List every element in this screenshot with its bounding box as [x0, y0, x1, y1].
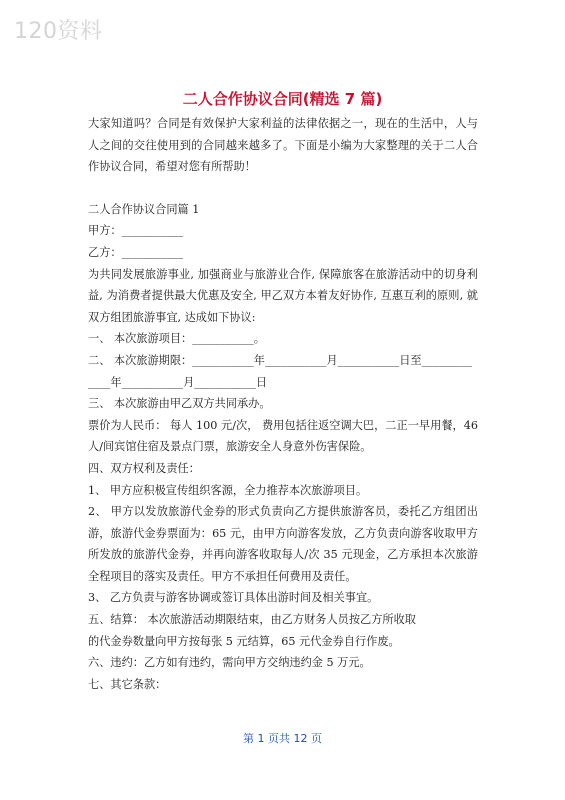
page-number-footer: 第 1 页共 12 页 [243, 732, 322, 745]
clause-4-sub-1: 1、 甲方应积极宣传组织客源，全力推荐本次旅游项目。 [88, 483, 368, 497]
document-title: 二人合作协议合同(精选 7 篇) [182, 90, 383, 108]
paragraph-gap [88, 178, 478, 199]
intro-paragraph: 大家知道吗？合同是有效保护大家利益的法律依据之一，现在的生活中，人与人之间的交往使用到的合同越来越多了。下面是小编为大家整理的关于二人合作协议合同，希望对您有所帮助！ [88, 117, 478, 174]
party-a-line: 甲方：___________ [88, 224, 184, 238]
party-b-line: 乙方：___________ [88, 245, 184, 259]
watermark-logo: 120资料 [14, 19, 103, 44]
clause-1: 一、 本次旅游项目：___________。 [88, 332, 265, 346]
clause-4: 四、双方权利及责任： [88, 461, 200, 475]
clause-5-line-2: 的代金券数量向甲方按每张 5 元结算，65 元代金券自行作废。 [88, 634, 400, 648]
document-body [88, 113, 478, 695]
clause-7: 七、其它条款： [88, 677, 167, 691]
clause-5-line-1: 五、结算： 本次旅游活动期限结束，由乙方财务人员按乙方所收取 [88, 613, 416, 627]
clause-4-sub-3: 3、 乙方负责与游客协调或签订具体出游时间及相关事宜。 [88, 591, 379, 605]
clause-4-sub-2: 2、 甲方以发放旅游代金券的形式负责向乙方提供旅游客员，委托乙方组团出游，旅游代金券票面为：65 元，由甲方向游客发放，乙方负责向游客收取甲方所发放的旅游代金券，并再向游客收取每人/次 35 元现金，乙方承担本次旅游全程项目的落实及责任。甲方不承担任何费用及责任。 [88, 505, 478, 583]
agreement-preamble: 为共同发展旅游事业, 加强商业与旅游业合作, 保障旅客在旅游活动中的切身利益, 为消费者提供最大优惠及安全, 甲乙双方本着友好协作, 互惠互利的原则, 就双方组团旅游事宜, 达成如下协议: [88, 267, 478, 324]
price-paragraph: 票价为人民币： 每人 100 元/次， 费用包括往返空调大巴，二正一早用餐，46 人/间宾馆住宿及景点门票，旅游安全人身意外伤害保险。 [88, 418, 478, 454]
clause-2-line-1: 二、 本次旅游期限：___________年___________月___________日至_________ [88, 353, 472, 367]
clause-6: 六、违约：乙方如有违约，需向甲方交纳违约金 5 万元。 [88, 656, 371, 670]
section-title: 二人合作协议合同篇 1 [88, 202, 200, 216]
clause-2-line-2: ____年___________月___________日 [88, 375, 268, 389]
clause-3: 三、 本次旅游由甲乙双方共同承办。 [88, 397, 271, 411]
